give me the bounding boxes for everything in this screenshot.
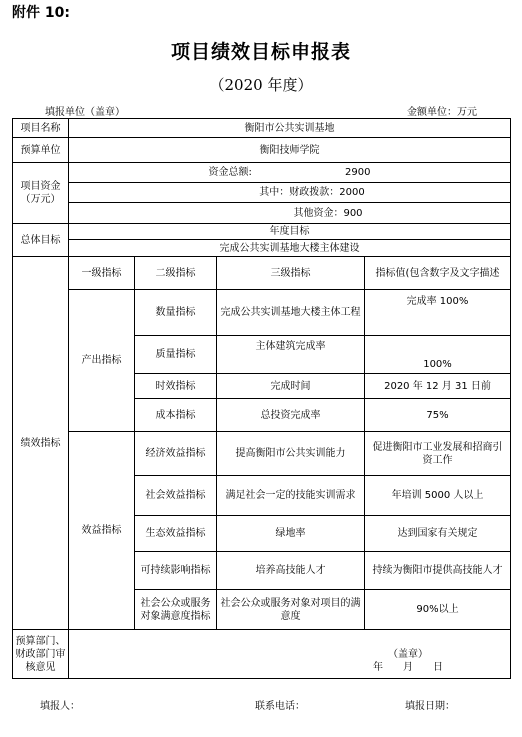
funds-total-cell [69,163,511,183]
benefit-level3: 社会公众或服务对象对项目的满意度 [217,590,365,630]
phone-label: 联系电话： [255,701,305,712]
output-level3: 总投资完成率 [217,399,365,432]
output-value: 100% [365,336,511,374]
table-row [13,224,511,240]
funds-total-value: 2900 [345,167,371,178]
benefit-value: 90%以上 [365,590,511,630]
benefit-level3: 培养高技能人才 [217,552,365,590]
funds-total-label: 资金总额: [208,167,252,178]
performance-goal-table [12,118,511,679]
project-name-value: 衡阳市公共实训基地 [69,119,511,138]
funds-other-value: 900 [343,207,363,219]
annual-goal-label: 年度目标 [69,224,511,240]
table-row [13,290,511,336]
benefit-level2: 可持续影响指标 [135,552,217,590]
benefit-level2: 社会公众或服务对象满意度指标 [135,590,217,630]
attachment-label: 附件 10: [12,5,70,21]
benefit-value: 年培训 5000 人以上 [365,476,511,516]
output-indicator-label: 产出指标 [69,290,135,432]
table-row [13,163,511,183]
output-level2: 时效指标 [135,374,217,399]
benefit-value: 促进衡阳市工业发展和招商引资工作 [365,432,511,476]
table-row [13,183,511,203]
benefit-level2: 社会效益指标 [135,476,217,516]
funds-fiscal-label: 其中：财政拨款： [259,187,340,198]
annual-goal-value: 完成公共实训基地大楼主体建设 [69,240,511,257]
benefit-level2: 经济效益指标 [135,432,217,476]
overall-goal-label: 总体目标 [13,224,69,257]
budget-unit-value: 衡阳技师学院 [69,138,511,163]
fill-date-label: 填报日期： [405,701,455,712]
col-header-value: 指标值(包含数字及文字描述 [365,257,511,290]
output-value: 75% [365,399,511,432]
benefit-level2: 生态效益指标 [135,516,217,552]
col-header-level1: 一级指标 [69,257,135,290]
table-row [13,257,511,290]
table-row [13,240,511,257]
funds-fiscal-cell [69,183,511,203]
funds-label: 项目资金（万元） [13,163,69,224]
output-value: 完成率 100% [365,290,511,336]
approval-cell [69,630,511,679]
col-header-level3: 三级指标 [217,257,365,290]
table-row [13,432,511,476]
benefit-level3: 绿地率 [217,516,365,552]
output-level3: 完成时间 [217,374,365,399]
approval-label: 预算部门、财政部门审核意见 [13,630,69,679]
funds-fiscal-value: 2000 [339,187,365,198]
year-label: （2020 年度） [209,76,313,94]
project-name-label: 项目名称 [13,119,69,138]
col-header-level2: 二级指标 [135,257,217,290]
table-row [13,119,511,138]
table-row [13,630,511,679]
fill-unit-label: 填报单位（盖章） [45,107,125,118]
benefit-value: 达到国家有关规定 [365,516,511,552]
table-row [13,138,511,163]
approval-date: 年 月 日 [373,662,443,673]
output-level2: 数量指标 [135,290,217,336]
indicators-section-label: 绩效指标 [13,257,69,630]
amount-unit-label: 金额单位：万元 [407,107,477,118]
output-level2: 质量指标 [135,336,217,374]
funds-other-cell [69,203,511,224]
benefit-indicator-label: 效益指标 [69,432,135,630]
output-level2: 成本指标 [135,399,217,432]
page-title: 项目绩效目标申报表 [170,41,351,63]
output-level3: 完成公共实训基地大楼主体工程 [217,290,365,336]
budget-unit-label: 预算单位 [13,138,69,163]
funds-other-label: 其他资金： [293,207,344,219]
filler-label: 填报人： [40,701,80,712]
approval-stamp: （盖章） [388,649,428,660]
benefit-value: 持续为衡阳市提供高技能人才 [365,552,511,590]
output-level3: 主体建筑完成率 [217,336,365,374]
benefit-level3: 提高衡阳市公共实训能力 [217,432,365,476]
table-row [13,203,511,224]
benefit-level3: 满足社会一定的技能实训需求 [217,476,365,516]
output-value: 2020 年 12 月 31 日前 [365,374,511,399]
